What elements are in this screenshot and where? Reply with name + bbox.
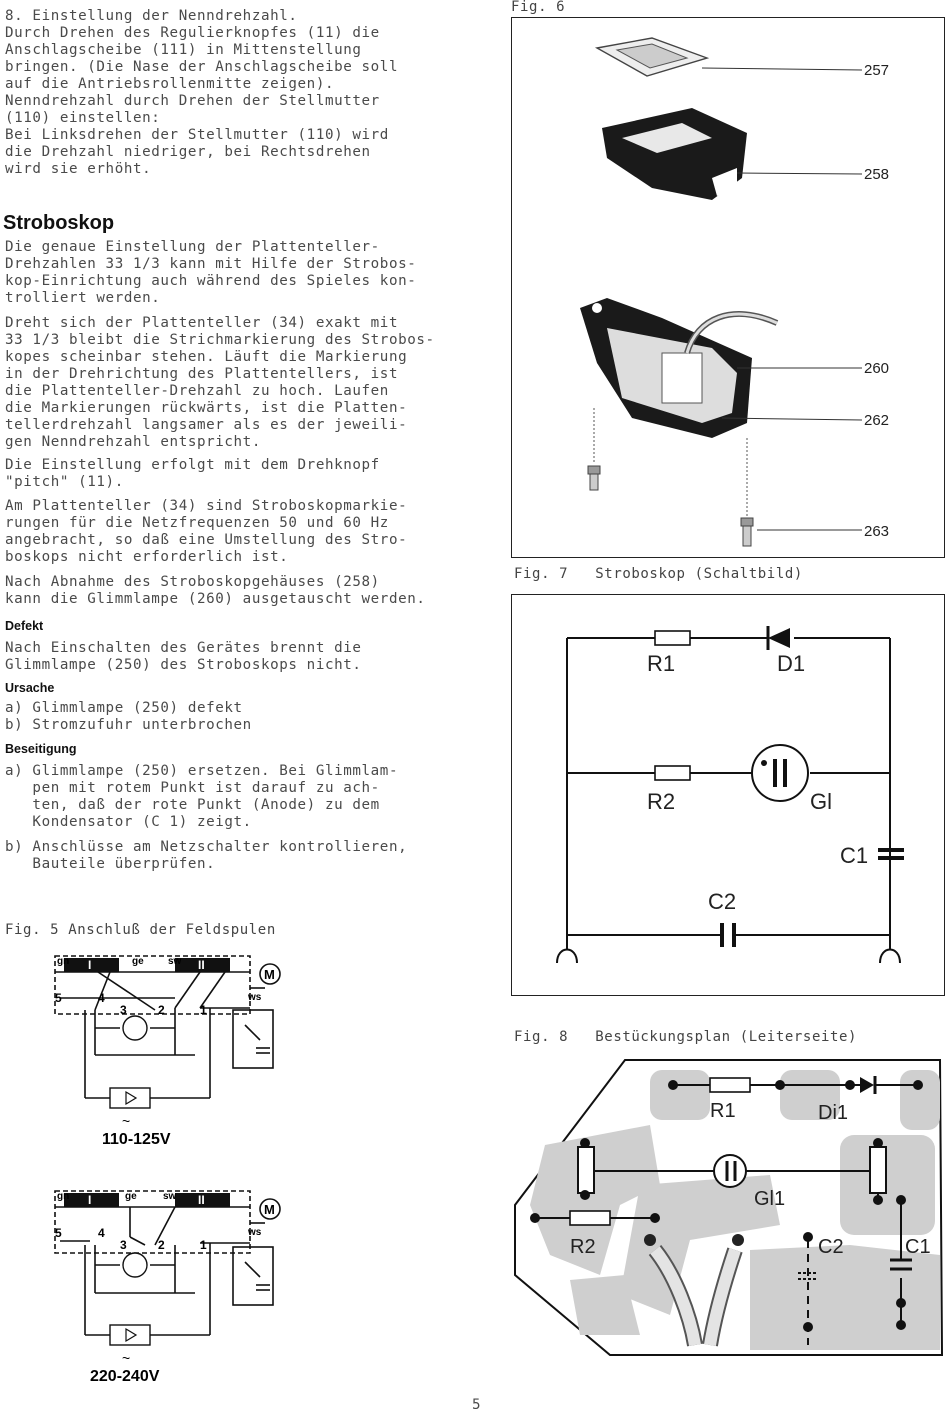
fig8-pcb-layout [510,1055,947,1360]
page-number: 5 [472,1397,482,1413]
fig7-label-gl: Gl [810,789,832,814]
stroboskop-paragraph-1 [5,239,416,307]
fig5-terminal-1: 1 [200,1003,207,1017]
fig5b-rectifier-symbol [110,1325,150,1345]
fig7-schematic [512,595,944,995]
text-line: a) Glimmlampe (250) ersetzen. Bei Glimmlam- [5,763,399,779]
text-line: angebracht, so daß eine Umstellung des Stro- [5,532,408,548]
ursache-text [5,700,252,734]
fig5b-wire-ws-label: ws [248,1227,262,1238]
fig5-wire-ge-label: ge [132,956,144,967]
fig5-ac-tilde: ~ [122,1113,131,1129]
text-line: ten, daß der rote Punkt (Anode) zu dem [5,797,380,813]
text-line: die Drehzahl niedriger, bei Rechtsdrehen [5,144,371,160]
fig5b-terminal-1: 1 [200,1238,207,1252]
fig5-terminal-3: 3 [120,1003,127,1017]
text-line: gen Nenndrehzahl entspricht. [5,434,261,450]
text-line: b) Anschlüsse am Netzschalter kontrollieren, [5,839,408,855]
fig5-rectifier-symbol [110,1088,150,1108]
fig5-coil-1-label: I [88,958,92,972]
fig6-caption: Fig. 6 [511,0,566,15]
part-257-cover [597,38,707,76]
text-line: Bei Linksdrehen der Stellmutter (110) wird [5,127,389,143]
fig5-wire-gn-label: gn [57,956,70,967]
fig5b-coil-2-label: II [198,1193,205,1207]
fig5-caption: Fig. 5 Anschluß der Feldspulen [5,922,276,938]
fig7-caption: Fig. 7 Stroboskop (Schaltbild) [514,566,803,582]
fig5-wire-sw-label: sw [168,956,182,967]
fig5b-terminal-2: 2 [158,1238,165,1252]
fig5b-ac-tilde: ~ [122,1350,131,1366]
text-line: Die Einstellung erfolgt mit dem Drehknopf [5,457,380,473]
text-line: Kondensator (C 1) zeigt. [5,814,252,830]
text-line: in der Drehrichtung des Plattentellers, ist [5,366,399,382]
fig5b-wire-sw-label: sw [163,1191,177,1202]
fig8-resistor-r1 [710,1078,750,1092]
fig5b-wire-gn-label: gn [57,1191,70,1202]
fig7-diode-d1 [768,628,790,648]
fig6-label-260: 260 [864,360,890,377]
fig8-label-c2: C2 [818,1236,844,1258]
text-line: Dreht sich der Plattenteller (34) exakt mit [5,315,399,331]
fig5-voltage-110-label: 110-125V [102,1131,171,1148]
fig5-wire-ws-label: ws [248,992,262,1003]
text-line: Nach Abnahme des Stroboskopgehäuses (258) [5,574,380,590]
text-line: Nach Einschalten des Gerätes brennt die [5,640,362,656]
part-263-screw [588,466,753,546]
fig5b-wire-ge-label: ge [125,1191,137,1202]
fig8-label-di1: Di1 [818,1102,849,1124]
stroboskop-paragraph-3 [5,457,380,491]
fig5-terminal-4: 4 [98,991,105,1005]
fig5b-motor-label: M [264,1202,275,1217]
beseitigung-heading: Beseitigung [5,742,77,756]
fig7-label-c1: C1 [840,843,869,868]
section-8-text [5,8,398,178]
text-line: Anschlagscheibe (111) in Mittenstellung [5,42,362,58]
fig5b-terminal-5: 5 [55,1226,62,1240]
text-line: rungen für die Netzfrequenzen 50 und 60 Hz [5,515,389,531]
text-line: kann die Glimmlampe (260) ausgetauscht werden. [5,591,426,607]
fig5b-terminal-4: 4 [98,1226,105,1240]
fig6-exploded-view [512,18,944,557]
text-line: Drehzahlen 33 1/3 kann mit Hilfe der Strobos- [5,256,417,272]
text-line: bringen. (Die Nase der Anschlagscheibe soll [5,59,399,75]
fig7-label-r1: R1 [647,651,676,676]
fig5-voltage-220-label: 220-240V [90,1368,160,1385]
fig8-label-r1: R1 [710,1100,736,1122]
fig6-label-257: 257 [864,62,890,79]
fig5-terminal-2: 2 [158,1003,165,1017]
defekt-text [5,640,362,674]
fig7-resistor-r1 [655,631,690,645]
beseitigung-item-b [5,839,407,873]
fig7-label-d1: D1 [777,651,806,676]
stroboskop-paragraph-2 [5,315,435,451]
text-line: kop-Einrichtung auch während des Spieles kon- [5,273,417,289]
part-258-housing [602,108,747,200]
stroboskop-paragraph-4 [5,498,407,566]
text-line: wird sie erhöht. [5,161,152,177]
text-line: Bauteile überprüfen. [5,856,216,872]
text-line: (110) einstellen: [5,110,161,126]
fig8-caption: Fig. 8 Bestückungsplan (Leiterseite) [514,1029,858,1045]
fig5b-coil-1-label: I [88,1193,92,1207]
text-line: 8. Einstellung der Nenndrehzahl. [5,8,298,24]
text-line: b) Stromzufuhr unterbrochen [5,717,252,733]
fig6-label-258: 258 [864,166,890,183]
fig7-label-c2: C2 [708,889,737,914]
fig8-resistor-r2 [570,1211,610,1225]
beseitigung-item-a [5,763,398,831]
text-line: boskops nicht erforderlich ist. [5,549,289,565]
text-line: pen mit rotem Punkt ist darauf zu ach- [5,780,380,796]
stroboskop-paragraph-5 [5,574,426,608]
fig5-wiring-diagram-220v [50,1185,290,1385]
fig5b-glow-lamp-symbol [123,1253,147,1277]
text-line: 33 1/3 bleibt die Strichmarkierung des Strobos- [5,332,435,348]
text-line: Durch Drehen des Regulierknopfes (11) die [5,25,380,41]
fig5b-terminal-3: 3 [120,1238,127,1252]
fig5-wiring-diagram-110v [50,950,290,1150]
text-line: tellerdrehzahl langsamer als es der jeweili- [5,417,408,433]
text-line: auf die Antriebsrollenmitte zeigen). [5,76,335,92]
text-line: Die genaue Einstellung der Plattenteller- [5,239,380,255]
stroboskop-heading: Stroboskop [3,212,115,234]
fig8-glow-lamp-gl1 [714,1155,746,1187]
text-line: Nenndrehzahl durch Drehen der Stellmutter [5,93,380,109]
fig6-label-262: 262 [864,412,890,429]
text-line: "pitch" (11). [5,474,124,490]
fig8-label-gl1: Gl1 [754,1188,786,1210]
text-line: trolliert werden. [5,290,161,306]
text-line: a) Glimmlampe (250) defekt [5,700,243,716]
text-line: die Markierungen rückwärts, ist die Platten- [5,400,408,416]
text-line: Glimmlampe (250) des Stroboskops nicht. [5,657,362,673]
text-line: Am Plattenteller (34) sind Stroboskopmarkie- [5,498,408,514]
fig7-label-r2: R2 [647,789,676,814]
fig5-motor-label: M [264,967,275,982]
text-line: kopes scheinbar stehen. Läuft die Markierung [5,349,408,365]
fig5-terminal-5: 5 [55,991,62,1005]
fig6-label-263: 263 [864,523,890,540]
ursache-heading: Ursache [5,681,55,695]
fig5-coil-2-label: II [198,958,205,972]
text-line: die Plattenteller-Drehzahl zu hoch. Laufen [5,383,389,399]
fig7-resistor-r2 [655,766,690,780]
fig8-label-r2: R2 [570,1236,596,1258]
fig8-label-c1: C1 [905,1236,931,1258]
defekt-heading: Defekt [5,619,44,633]
fig5-glow-lamp-symbol [123,1016,147,1040]
